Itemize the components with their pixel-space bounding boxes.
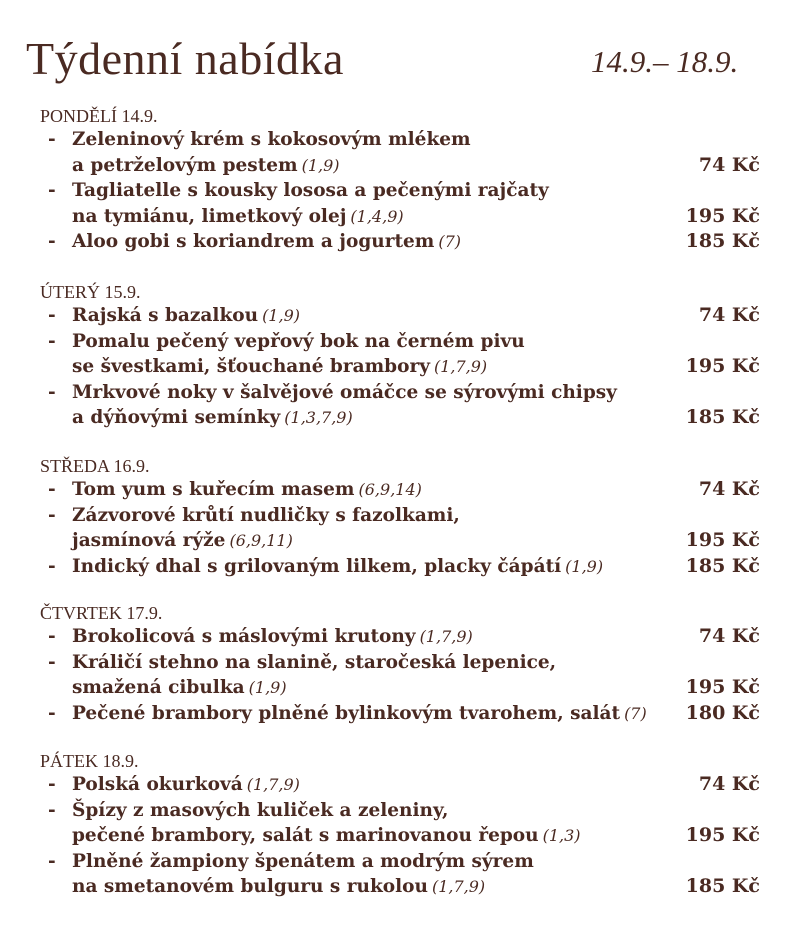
menu-item [40,477,780,503]
price: 195 Kč [685,204,760,227]
menu-item-text [72,153,340,179]
menu-item-text [72,229,461,255]
menu-item-text [72,127,471,153]
day-heading: PONDĚLÍ 14.9. [40,106,158,126]
dish-name: Tom yum s kuřecím masem [72,479,355,500]
menu-item-line [40,477,780,503]
bullet-dash: - [48,850,56,872]
allergen-codes: (1,9) [565,556,604,576]
dish-name: pečené brambory, salát s marinovanou řepou [72,825,539,846]
price: 185 Kč [685,230,760,252]
day-section [40,281,780,431]
day-section [40,602,780,726]
menu-item-line [40,503,780,529]
dish-name: Rajská s bazalkou [72,305,259,326]
menu-item-line [40,380,780,406]
dish-name: Králičí stehno na slanině, staročeská lepenice, [72,651,557,673]
day-heading: STŘEDA 16.9. [40,456,150,476]
menu-item [40,624,780,650]
menu-item [40,229,780,255]
bullet-dash: - [48,626,56,647]
menu-item-line [40,229,780,255]
menu-item-text [72,798,448,824]
price: 180 Kč [685,701,760,724]
menu-item-text [72,849,534,875]
dish-name: Pečené brambory plněné bylinkovým tvarohem, salát [72,702,621,724]
menu-item [40,178,780,229]
menu-item-text [72,624,473,650]
day-section [40,105,780,255]
dish-name: Mrkvové noky v šalvějové omáčce se sýrovými chipsy [72,381,617,403]
menu-item-text [72,874,485,900]
menu-item [40,772,780,798]
allergen-codes: (1,7,9) [419,627,473,646]
menu-item-line [40,329,780,355]
allergen-codes: (1,7,9) [431,877,486,896]
menu-item-line [40,153,780,179]
price: 195 Kč [685,676,760,698]
day-section [40,750,780,900]
menu-item-text [72,354,487,380]
price: 74 Kč [698,478,760,500]
bullet-dash: - [48,651,56,673]
bullet-dash: - [48,774,56,795]
menu-item-line [40,127,780,153]
menu-item-text [72,675,287,701]
dish-name: Zázvorové krůtí nudličky s fazolkami, [72,504,460,526]
menu-item-line [40,204,780,230]
allergen-codes: (1,4,9) [350,206,404,226]
allergen-codes: (6,9,11) [229,531,293,550]
menu-item [40,503,780,554]
dish-name: a dýňovými semínky [72,407,281,428]
allergen-codes: (1,3,7,9) [284,408,353,427]
menu-item-line [40,823,780,849]
dish-name: smažená cibulka [72,677,245,698]
menu-item [40,303,780,329]
dish-name: Polská okurková [72,774,243,795]
menu-item-text [72,823,581,849]
day-heading: ÚTERÝ 15.9. [40,282,141,302]
bullet-dash: - [48,129,56,150]
price: 185 Kč [685,406,760,428]
allergen-codes: (1,9) [248,678,287,697]
price: 74 Kč [698,625,760,647]
bullet-dash: - [48,231,56,252]
menu-item-line [40,354,780,380]
dish-name: Zeleninový krém s kokosovým mlékem [72,129,471,150]
bullet-dash: - [48,381,56,403]
price: 74 Kč [698,153,760,176]
dish-name: Plněné žampiony špenátem a modrým sýrem [72,850,534,872]
menu-item [40,849,780,900]
bullet-dash: - [48,479,56,500]
menu-item-text [72,405,353,431]
menu-item-line [40,650,780,676]
bullet-dash: - [48,799,56,821]
menu-item-line [40,798,780,824]
dish-name: na smetanovém bulguru s rukolou [72,876,428,897]
menu-item [40,650,780,701]
menu-item-line [40,675,780,701]
dish-name: se švestkami, šťouchané brambory [72,356,430,377]
dish-name: na tymiánu, limetkový olej [72,205,347,227]
menu-item-text [72,380,617,406]
menu-item [40,329,780,380]
day-heading: ČTVRTEK 17.9. [40,603,163,623]
price: 74 Kč [698,773,760,795]
menu-item-text [72,204,404,230]
menu-item-line [40,303,780,329]
page-title: Týdenní nabídka [26,33,344,84]
price: 195 Kč [685,355,760,377]
date-range: 14.9.– 18.9. [591,44,739,79]
bullet-dash: - [48,702,56,724]
allergen-codes: (1,7,9) [433,357,488,376]
bullet-dash: - [48,305,56,326]
menu-item-line [40,701,780,727]
menu-item-text [72,477,422,503]
bullet-dash: - [48,330,56,352]
menu-item [40,701,780,727]
allergen-codes: (1,3) [542,826,581,845]
bullet-dash: - [48,504,56,526]
menu-item [40,798,780,849]
menu-item [40,127,780,178]
allergen-codes: (1,7,9) [246,775,300,794]
menu-item [40,554,780,580]
allergen-codes: (1,9) [301,155,340,175]
price: 195 Kč [685,824,760,846]
menu-item-text [72,303,300,329]
menu-item-line [40,405,780,431]
menu-item-line [40,772,780,798]
allergen-codes: (6,9,14) [358,480,422,499]
menu-item-line [40,554,780,580]
dish-name: Brokolicová s máslovými krutony [72,626,416,647]
menu-item-text [72,554,603,580]
menu-item-text [72,178,549,204]
dish-name: Tagliatelle s kousky lososa a pečenými rajčaty [72,180,549,201]
dish-name: Indický dhal s grilovaným lilkem, placky čápátí [72,555,562,577]
allergen-codes: (7) [624,703,647,723]
dish-name: Aloo gobi s koriandrem a jogurtem [72,231,435,252]
menu-item-line [40,178,780,204]
menu-item-text [72,701,647,727]
menu-item-text [72,329,525,355]
day-heading: PÁTEK 18.9. [40,751,139,771]
menu-item-text [72,503,460,529]
price: 185 Kč [685,875,760,897]
dish-name: a petrželovým pestem [72,154,298,176]
menu-item-text [72,772,300,798]
bullet-dash: - [48,180,56,201]
price: 195 Kč [685,529,760,551]
allergen-codes: (7) [438,232,462,251]
menu-item-line [40,849,780,875]
menu-item-text [72,650,556,676]
menu-item-text [72,528,293,554]
menu-item-line [40,874,780,900]
dish-name: jasmínová rýže [72,530,226,551]
day-section [40,455,780,579]
dish-name: Pomalu pečený vepřový bok na černém pivu [72,330,525,352]
dish-name: Špízy z masových kuliček a zeleniny, [72,799,449,821]
menu-item-line [40,528,780,554]
bullet-dash: - [48,555,56,577]
price: 74 Kč [698,304,760,326]
allergen-codes: (1,9) [262,306,300,325]
menu-item-line [40,624,780,650]
menu-item [40,380,780,431]
price: 185 Kč [685,554,760,577]
